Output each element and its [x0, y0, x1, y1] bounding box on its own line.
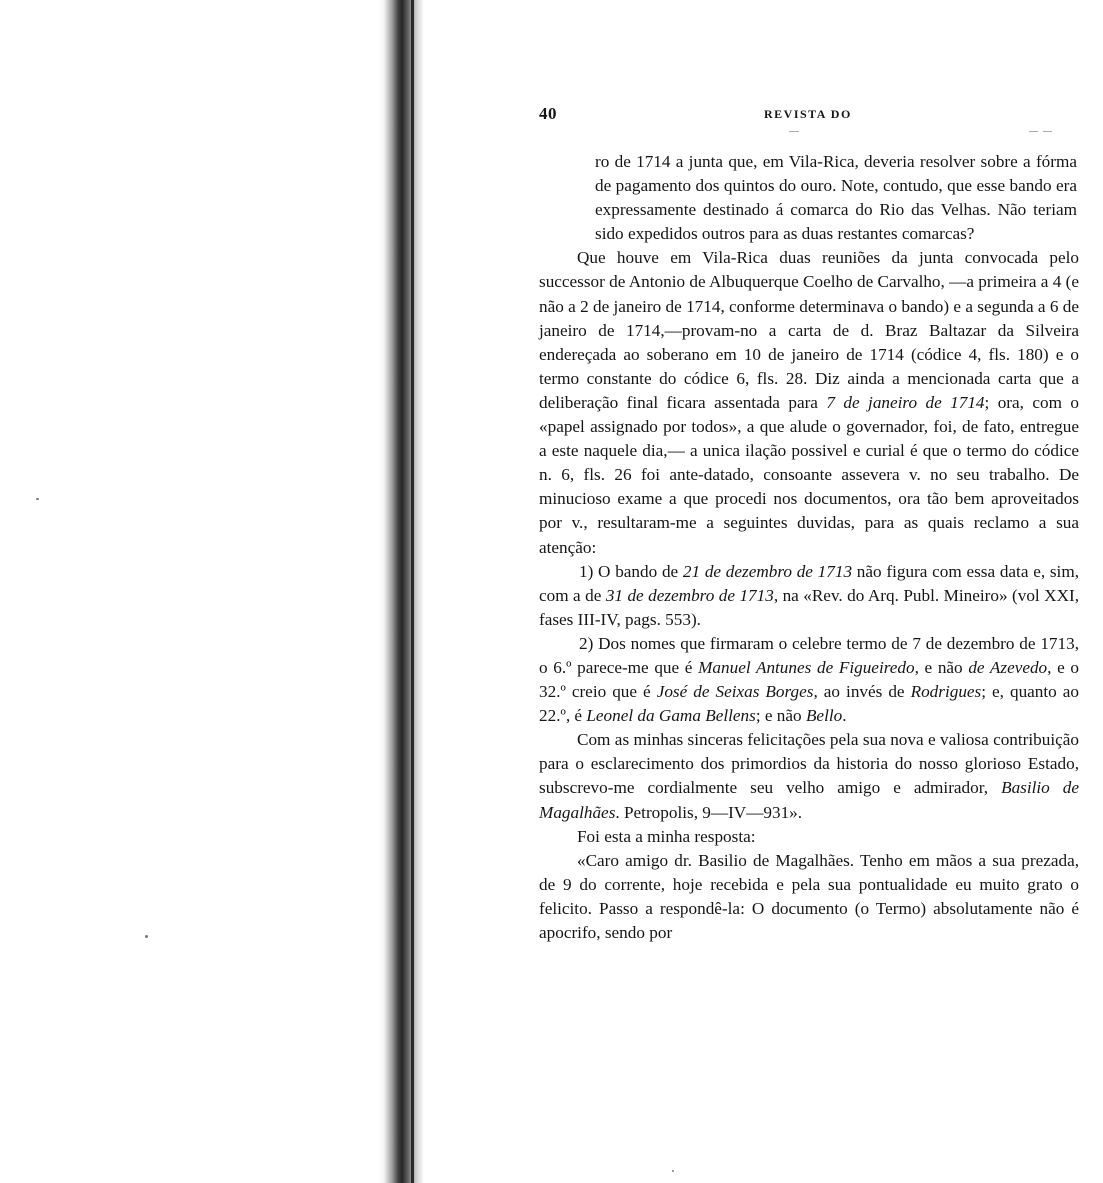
- body-paragraph: [539, 849, 1079, 945]
- header-rule: [1029, 131, 1038, 132]
- italic-text: Bello: [805, 706, 843, 726]
- text-run: . Petropolis, 9—IV—931».: [615, 802, 803, 822]
- italic-text: de Azevedo: [968, 657, 1048, 677]
- text-run: , e não: [914, 657, 969, 677]
- quoted-paragraph: [539, 150, 1079, 246]
- italic-text: 31 de dezembro de 1713: [605, 585, 774, 605]
- text-run: ro de 1714 a junta que, em Vila-Rica, deveria resolver sobre a fórma de pagamento dos quintos do ouro. Note, contudo, que esse bando era expressamente destinado á comarca do Rio das Velhas. Não teriam sido expedidos outros para as duas restantes comarcas?: [595, 152, 1077, 244]
- text-run: ; ora, com o «papel assignado por todos», a que alude o governador, foi, de fato, entregue a este naquele dia,— a unica ilação possivel e curial é que o termo do códice n. 6, fls. 26 foi ante-datado, consoante assevera v. no seu trabalho. De minucioso exame a que procedi nos documentos, ora tão bem aproveitados por v., resultaram-me a seguintes duvidas, para as quais reclamo a sua atenção:: [539, 392, 1079, 557]
- text-run: ; e não: [755, 706, 806, 726]
- body-paragraph: [539, 246, 1079, 559]
- text-run: 2) Dos nomes que firmaram o celebre termo de 7 de dezembro de 1713, o 6.º parece-me que é: [539, 633, 1079, 677]
- scan-speck: [36, 498, 39, 500]
- header-rule: [1043, 131, 1052, 132]
- italic-text: Rodrigues: [910, 682, 982, 702]
- italic-text: Leonel da Gama Bellens: [586, 706, 756, 726]
- header-rule: [789, 131, 799, 132]
- page-number: 40: [539, 104, 557, 123]
- text-run: , ao invés de: [813, 682, 911, 702]
- text-run: «Caro amigo dr. Basilio de Magalhães. Tenho em mãos a sua prezada, de 9 do corrente, hoje recebida e pela sua pontualidade eu muito grato o felicito. Passo a respondê-la: O documento (o Termo) absolutamente não é apocrifo, sendo por: [539, 850, 1079, 942]
- book-gutter-shadow: [378, 0, 424, 1183]
- text-run: Que houve em Vila-Rica duas reuniões da junta convocada pelo successor de Antonio de Albuquerque Coelho de Carvalho, —a primeira a 4 (e não a 2 de janeiro de 1714, conforme determinava o bando) e a segunda a 6 de janeiro de 1714,—provam-no a carta de d. Braz Baltazar da Silveira endereçada ao soberano em 10 de janeiro de 1714 (códice 4, fls. 180) e o termo constante do códice 6, fls. 28. Diz ainda a mencionada carta que a deliberação final ficara assentada para: [539, 248, 1079, 412]
- body-paragraph: [539, 825, 1079, 849]
- italic-text: Basilio de Magalhães: [539, 778, 1079, 822]
- page-body: [539, 150, 1079, 945]
- italic-text: Manuel Antunes de Figueiredo: [698, 657, 915, 677]
- text-run: Com as minhas sinceras felicitações pela sua nova e valiosa contribuição para o esclarecimento dos primordios da historia do nosso glorioso Estado, subscrevo-me cordialmente seu velho amigo e admirador,: [539, 730, 1079, 798]
- text-run: 1) O bando de: [579, 561, 683, 581]
- running-head: [539, 104, 1079, 128]
- scan-speck: [145, 935, 148, 938]
- italic-text: José de Seixas Borges: [656, 682, 814, 702]
- scan-speck: [672, 1170, 674, 1172]
- text-run: não figura com essa data e, sim, com a de: [539, 561, 1079, 605]
- text-run: ; e, quanto ao 22.º, é: [539, 682, 1080, 726]
- numbered-item: [539, 632, 1079, 728]
- body-paragraph: [539, 728, 1079, 824]
- text-run: .: [842, 706, 847, 726]
- italic-text: 7 de janeiro de 1714: [826, 392, 985, 412]
- text-run: , e o 32.º creio que é: [539, 657, 1079, 702]
- book-spine-line: [411, 0, 414, 1183]
- numbered-item: [539, 560, 1079, 632]
- text-run: , na «Rev. do Arq. Publ. Mineiro» (vol XXI, fases III-IV, pags. 553).: [539, 585, 1080, 629]
- italic-text: 21 de dezembro de 1713: [682, 561, 853, 581]
- text-run: Foi esta a minha resposta:: [577, 826, 756, 846]
- running-title: REVISTA DO: [764, 107, 852, 121]
